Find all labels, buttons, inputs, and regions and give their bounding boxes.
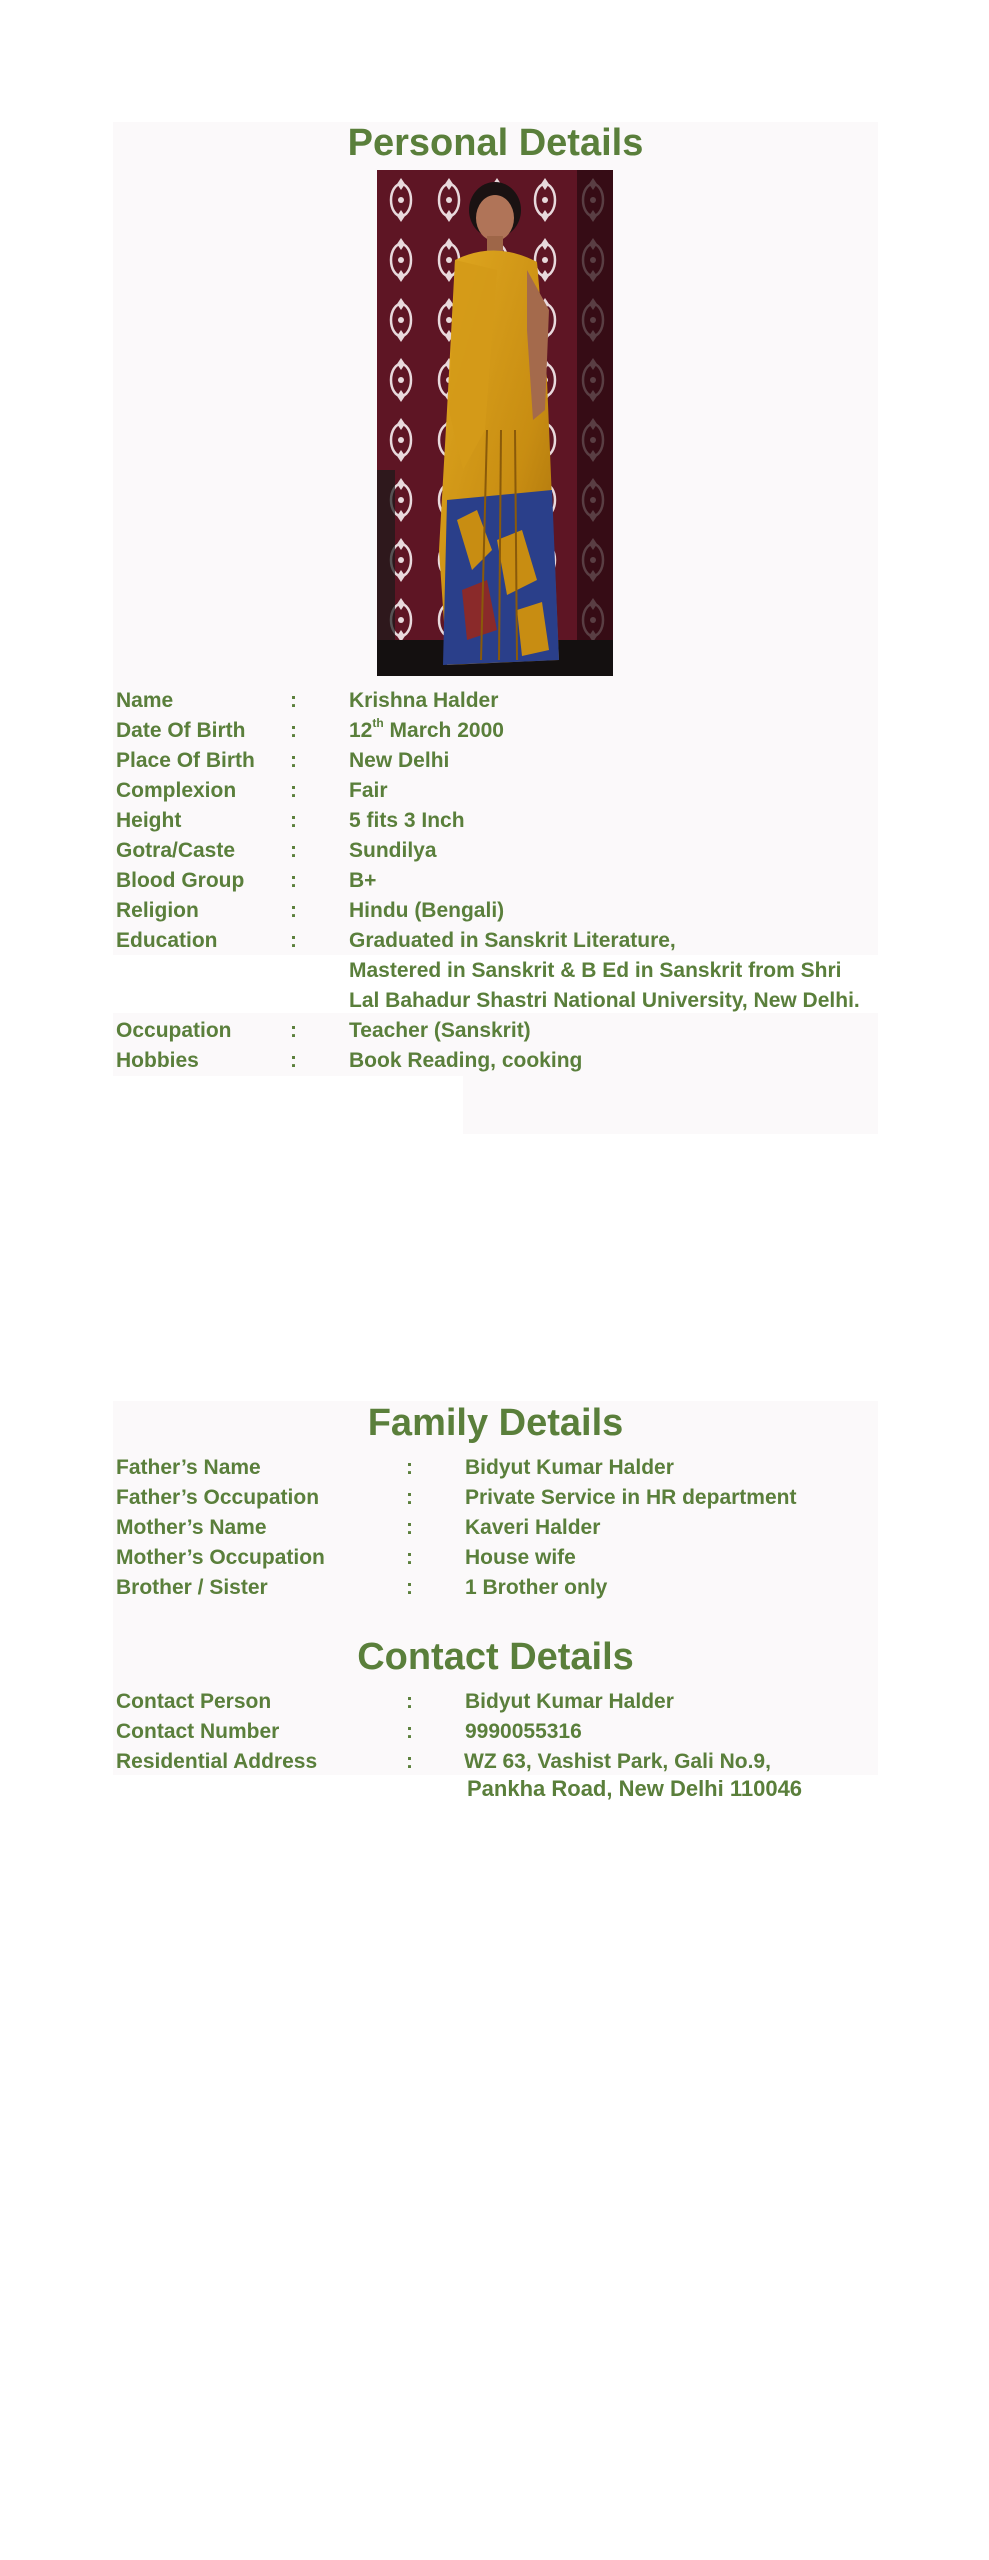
row-value: Hindu (Bengali): [349, 899, 505, 922]
contact-row-address: [116, 1747, 878, 1777]
row-colon: :: [406, 1456, 413, 1479]
row-label: Father’s Name: [116, 1456, 261, 1479]
row-label: Contact Person: [116, 1690, 272, 1713]
row-colon: :: [406, 1546, 413, 1569]
row-label: Contact Number: [116, 1720, 280, 1743]
personal-row-name: [116, 686, 878, 716]
personal-row-height: [116, 806, 878, 836]
row-label: Mother’s Occupation: [116, 1546, 325, 1569]
profile-photo: [377, 170, 613, 676]
family-row-siblings: [116, 1573, 878, 1603]
dob-day: 12: [349, 719, 373, 742]
row-value: 5 fits 3 Inch: [349, 809, 465, 832]
row-colon: :: [290, 689, 297, 712]
personal-row-blood-group: [116, 866, 878, 896]
row-label: Residential Address: [116, 1750, 318, 1773]
row-value: Book Reading, cooking: [349, 1049, 583, 1072]
row-colon: :: [406, 1750, 413, 1773]
personal-row-place-of-birth: [116, 746, 878, 776]
row-label: Complexion: [116, 779, 237, 802]
row-colon: :: [406, 1720, 413, 1743]
dob-rest: March 2000: [383, 719, 504, 742]
family-details-title: Family Details: [367, 1402, 624, 1444]
row-colon: :: [290, 929, 297, 952]
row-colon: :: [290, 779, 297, 802]
personal-row-education: [116, 926, 878, 956]
education-line-3: Lal Bahadur Shastri National University, New Delhi.: [349, 989, 860, 1012]
row-value: Private Service in HR department: [465, 1486, 797, 1509]
education-line-2: Mastered in Sanskrit & B Ed in Sanskrit from Shri: [349, 959, 842, 982]
row-value: Bidyut Kumar Halder: [465, 1456, 674, 1479]
row-label: Occupation: [116, 1019, 232, 1042]
row-value: Krishna Halder: [349, 689, 499, 712]
address-line-2: Pankha Road, New Delhi 110046: [467, 1776, 803, 1801]
personal-row-dob: [116, 716, 878, 746]
row-label: Religion: [116, 899, 199, 922]
personal-details-title: Personal Details: [347, 122, 644, 164]
row-label: Father’s Occupation: [116, 1486, 320, 1509]
row-label: Education: [116, 929, 218, 952]
row-label: Mother’s Name: [116, 1516, 267, 1539]
row-colon: :: [290, 839, 297, 862]
row-colon: :: [406, 1690, 413, 1713]
row-colon: :: [290, 1049, 297, 1072]
row-colon: :: [406, 1486, 413, 1509]
row-value: 9990055316: [465, 1720, 582, 1743]
row-colon: :: [290, 809, 297, 832]
row-label: Name: [116, 689, 174, 712]
family-row-father-occupation: [116, 1483, 878, 1513]
row-colon: :: [290, 719, 297, 742]
row-value: House wife: [465, 1546, 576, 1569]
row-label: Blood Group: [116, 869, 245, 892]
personal-row-complexion: [116, 776, 878, 806]
contact-details-title: Contact Details: [357, 1636, 634, 1678]
row-value: Sundilya: [349, 839, 437, 862]
personal-row-hobbies: [116, 1046, 878, 1076]
personal-row-religion: [116, 896, 878, 926]
row-colon: :: [290, 1019, 297, 1042]
row-colon: :: [406, 1576, 413, 1599]
row-colon: :: [290, 749, 297, 772]
row-label: Height: [116, 809, 182, 832]
row-colon: :: [406, 1516, 413, 1539]
row-colon: :: [290, 869, 297, 892]
family-row-father-name: [116, 1453, 878, 1483]
row-value: 1 Brother only: [465, 1576, 608, 1599]
row-value: Fair: [349, 779, 388, 802]
row-value: B+: [349, 869, 377, 892]
personal-row-occupation: [116, 1016, 878, 1046]
row-value: Bidyut Kumar Halder: [465, 1690, 674, 1713]
row-value: New Delhi: [349, 749, 450, 772]
contact-row-number: [116, 1717, 878, 1747]
row-colon: :: [290, 899, 297, 922]
row-value: [349, 716, 504, 746]
row-value: WZ 63, Vashist Park, Gali No.9,: [464, 1750, 771, 1773]
contact-row-person: [116, 1687, 878, 1717]
row-label: Place Of Birth: [116, 749, 255, 772]
row-value: Teacher (Sanskrit): [349, 1019, 531, 1042]
personal-block-tail: [463, 1076, 878, 1134]
personal-row-gotra-caste: [116, 836, 878, 866]
family-row-mother-name: [116, 1513, 878, 1543]
family-row-mother-occupation: [116, 1543, 878, 1573]
row-label: Brother / Sister: [116, 1576, 268, 1599]
row-label: Gotra/Caste: [116, 839, 236, 862]
row-label: Date Of Birth: [116, 719, 246, 742]
dob-suffix: th: [372, 716, 384, 730]
row-value: Kaveri Halder: [465, 1516, 601, 1539]
row-label: Hobbies: [116, 1049, 199, 1072]
row-value: Graduated in Sanskrit Literature,: [349, 929, 676, 952]
